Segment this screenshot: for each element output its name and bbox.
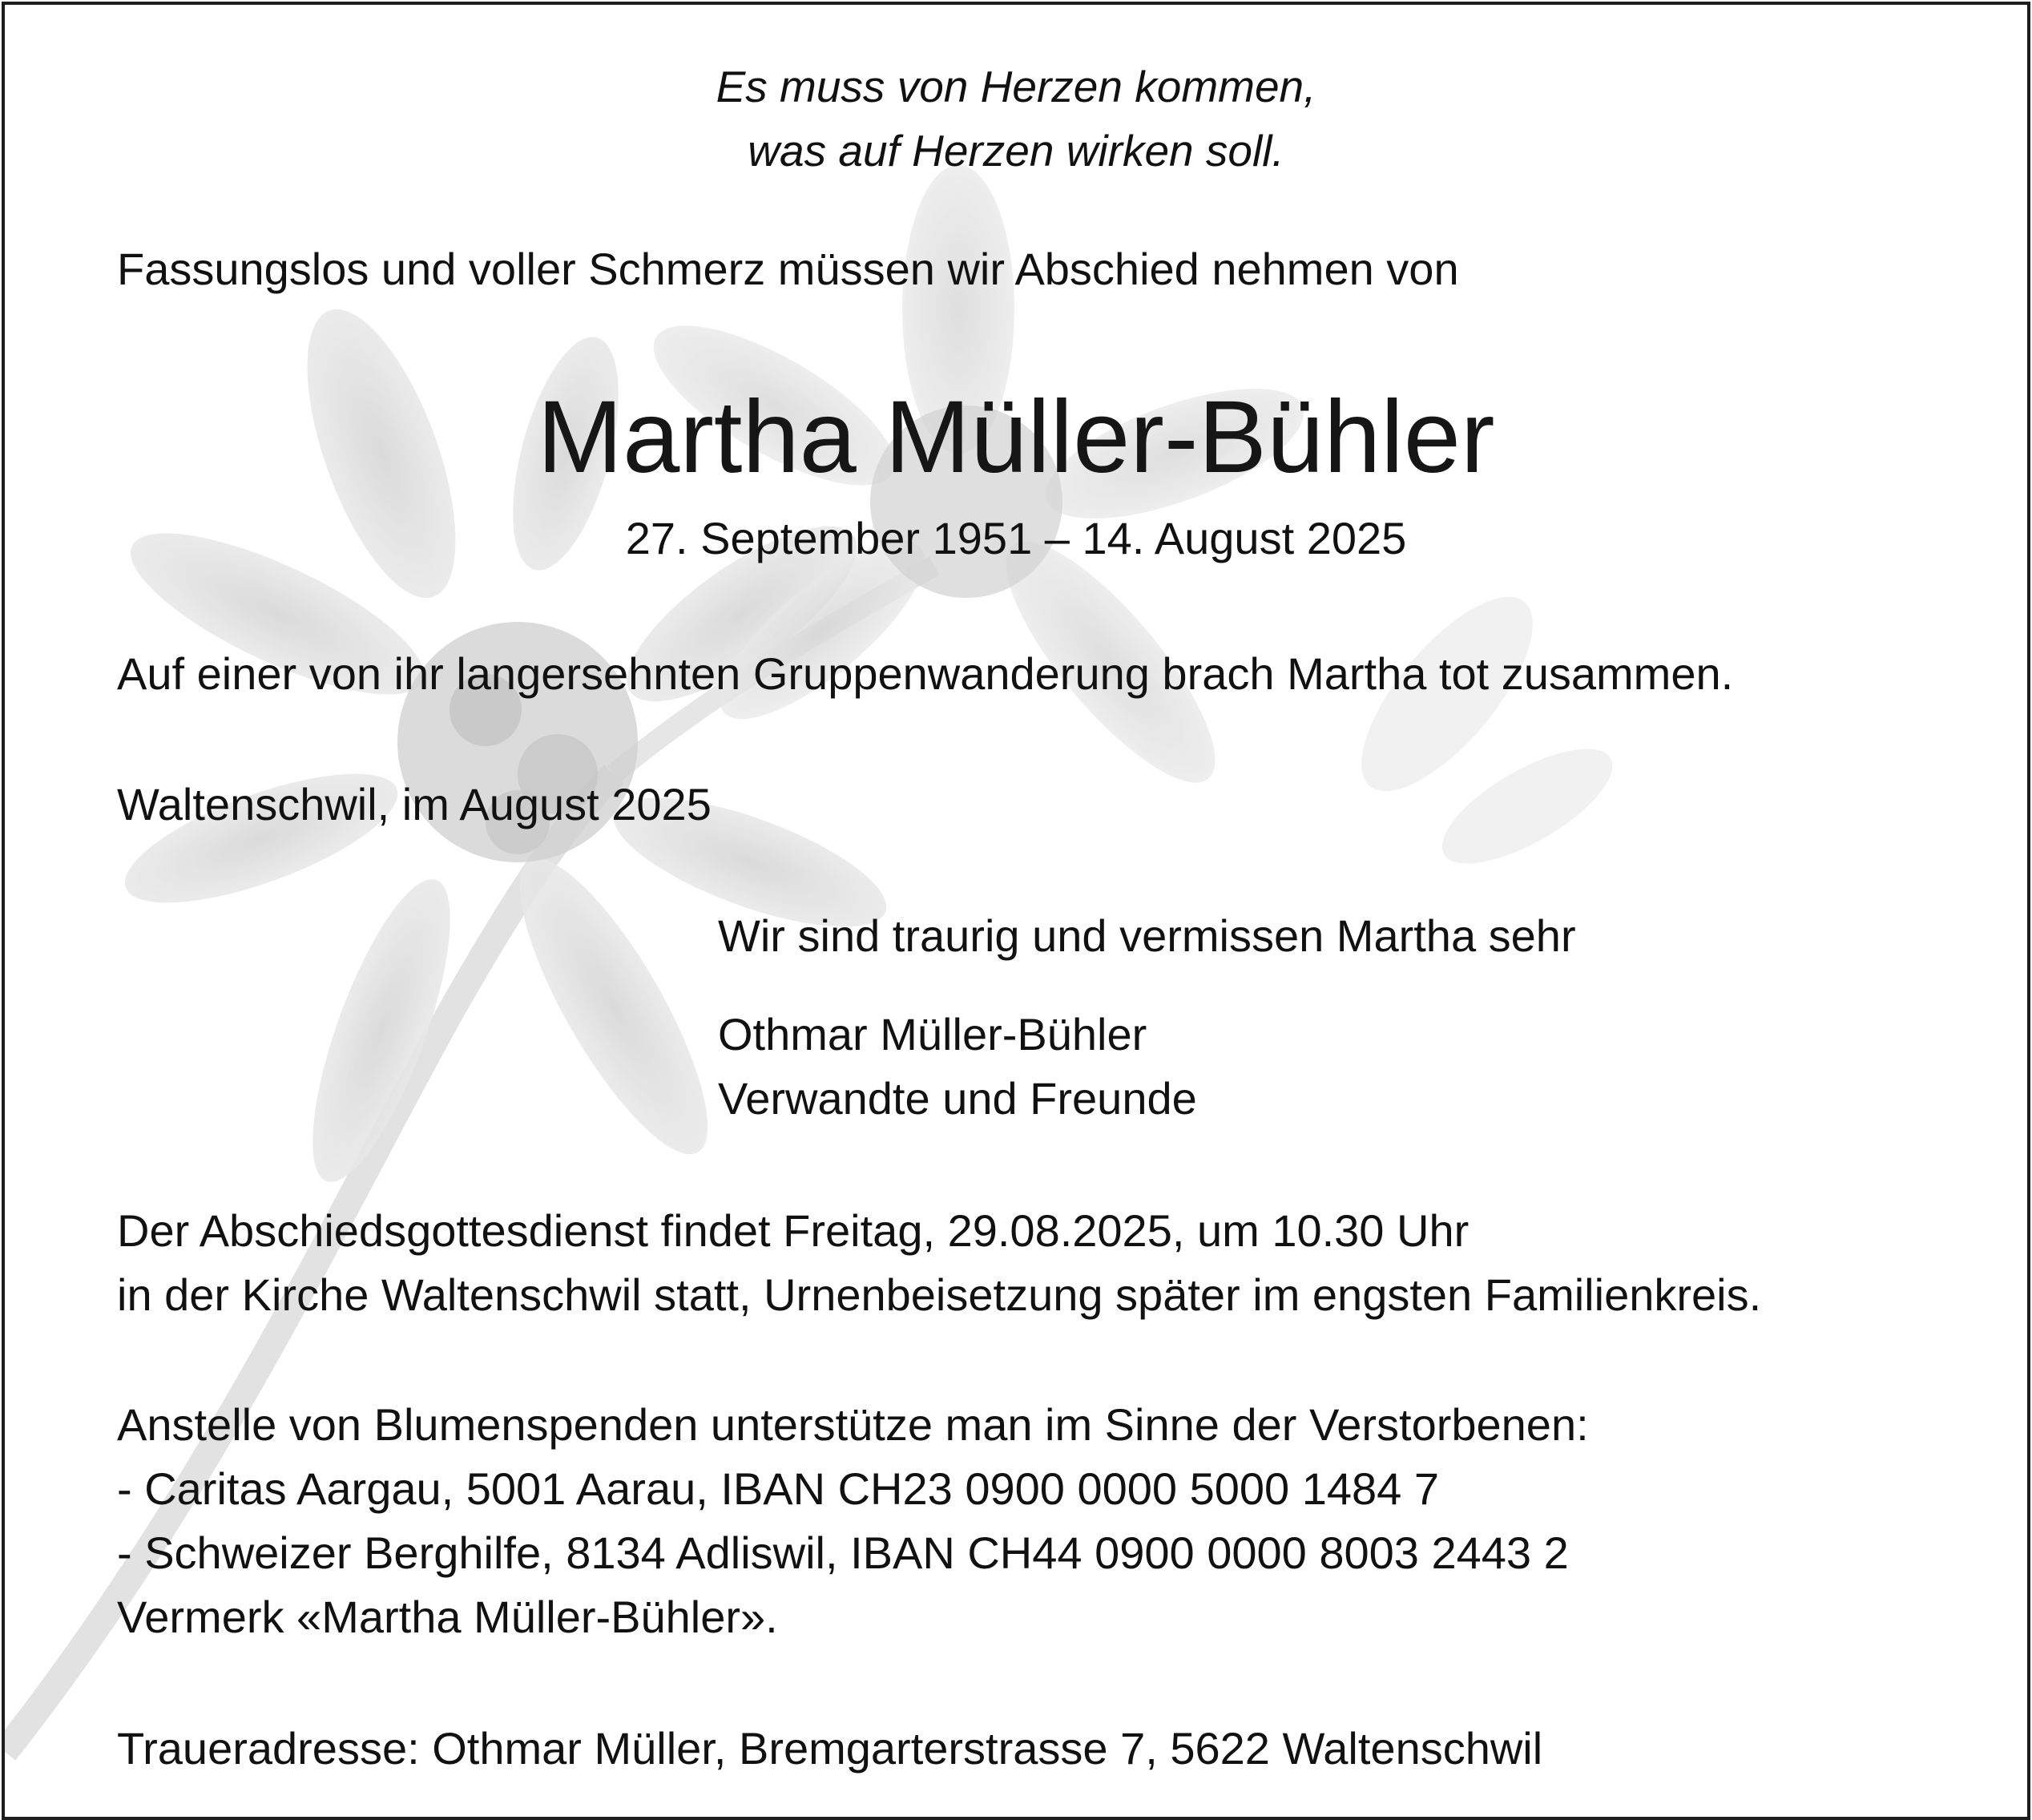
- donations-intro: Anstelle von Blumenspenden unterstütze man im Sinne der Verstorbenen:: [117, 1399, 1589, 1450]
- service-line-2: in der Kirche Waltenschwil statt, Urnenbeisetzung später im engsten Familienkreis.: [117, 1269, 1762, 1320]
- deceased-name: Martha Müller-Bühler: [537, 380, 1495, 494]
- donation-note: Vermerk «Martha Müller-Bühler».: [117, 1592, 778, 1642]
- motto-line-2: was auf Herzen wirken soll.: [748, 126, 1284, 176]
- mourners-statement: Wir sind traurig und vermissen Martha sehr: [718, 910, 1576, 961]
- mourner-name: Verwandte und Freunde: [718, 1073, 1197, 1124]
- mourning-address: Traueradresse: Othmar Müller, Bremgarterstrasse 7, 5622 Waltenschwil: [117, 1723, 1543, 1774]
- donation-item: - Schweizer Berghilfe, 8134 Adliswil, IBAN CH44 0900 0000 8003 2443 2: [117, 1527, 1569, 1578]
- life-dates: 27. September 1951 – 14. August 2025: [625, 513, 1407, 563]
- motto-line-1: Es muss von Herzen kommen,: [716, 62, 1316, 111]
- service-line-1: Der Abschiedsgottesdienst findet Freitag, 29.08.2025, um 10.30 Uhr: [117, 1205, 1470, 1256]
- place-date: Waltenschwil, im August 2025: [117, 779, 712, 829]
- circumstance-text: Auf einer von ihr langersehnten Gruppenwanderung brach Martha tot zusammen.: [117, 648, 1734, 699]
- obituary-card: [2, 2, 2030, 1820]
- intro-text: Fassungslos und voller Schmerz müssen wir Abschied nehmen von: [117, 244, 1459, 294]
- donation-item: - Caritas Aargau, 5001 Aarau, IBAN CH23 0900 0000 5000 1484 7: [117, 1463, 1440, 1514]
- mourner-name: Othmar Müller-Bühler: [718, 1009, 1147, 1059]
